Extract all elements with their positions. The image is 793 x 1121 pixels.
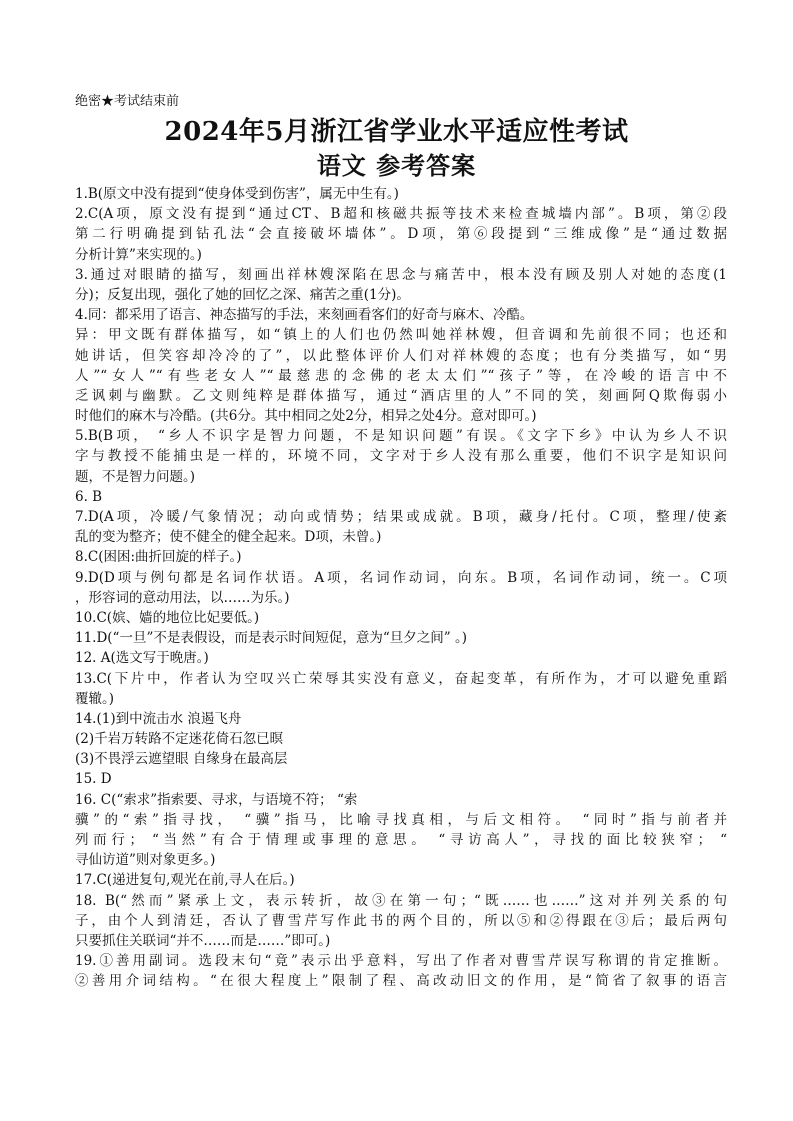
text-line: 题，不是智力问题。) <box>75 468 196 485</box>
text-line: (2)千岩万转路不定迷花倚石忽已暝 <box>75 731 284 748</box>
text-line: 10.C(嫔、嫱的地位比妃要低。) <box>75 609 260 626</box>
text-line: 8.C(困困:曲折回旋的样子。) <box>75 549 242 566</box>
text-line: 14.(1)到中流击水 浪遏飞舟 <box>75 710 242 727</box>
text-line: 12. A(选文写于晚唐。) <box>75 650 209 667</box>
text-line: 时他们的麻木与冷酷。(共6分。其中相同之处2分，相异之处4分。意对即可。) <box>75 408 537 425</box>
text-line: 2.C(A项，原文没有提到“通过CT、B超和核磁共振等技术来检查城墙内部”。B项，第②段 <box>75 206 727 223</box>
text-line: 7.D(A项，冷暖/气象情况；动向或情势；结果或成就。B项，藏身/托付。C项，整理/使紊 <box>75 509 727 525</box>
text-line: 1.B(原文中没有提到“使身体受到伤害”，属无中生有。) <box>75 186 399 202</box>
text-line: 列而行； “当然”有合于情理或事理的意思。 “寻访高人”，寻找的面比较狭窄； “ <box>75 832 727 848</box>
text-line: 乏讽刺与幽默。乙文则纯粹是群体描写，通过“酒店里的人”不同的笑，刻画阿Q欺侮弱小 <box>75 387 727 404</box>
text-line: 寻仙访道”则对象更多。) <box>75 852 216 869</box>
text-line: 11.D(“一旦”不是表假设，而是表示时间短促，意为“旦夕之间” 。) <box>75 630 467 647</box>
text-line: 乱的变为整齐；使不健全的健全起来。D项，未曾。) <box>75 529 382 546</box>
text-line: 分析计算”来实现的。) <box>75 246 202 263</box>
text-line: 6. B <box>75 488 103 505</box>
text-line: 13.C(下片中，作者认为空叹兴亡荣辱其实没有意义，奋起变革，有所作为，才可以避免重蹈 <box>75 670 727 687</box>
text-line: 异：甲文既有群体描写，如“镇上的人们也仍然叫她祥林嫂，但音调和先前很不同；也还和 <box>75 327 727 344</box>
text-line: 18. B(“然而”紧承上文，表示转折，故③在第一句；“既……也……”这对并列关系的句 <box>75 892 727 909</box>
text-line: 分)；反复出现，强化了她的回忆之深、痛苦之重(1分)。 <box>75 286 410 303</box>
text-line: 字与教授不能捕虫是一样的，环境不同，文字对于乡人没有那么重要，他们不识字是知识问 <box>75 448 727 465</box>
confidential-mark: 绝密★考试结束前 <box>75 94 180 109</box>
page-subtitle: 语文 参考答案 <box>316 151 477 180</box>
text-line: 子，由个人到清廷，否认了曹雪芹写作此书的两个目的，所以⑤和②得跟在③后；最后两句 <box>75 912 727 929</box>
answer-body <box>75 184 727 992</box>
text-line: 她讲话，但笑容却冷冷的了”，以此整体评价人们对祥林嫂的态度；也有分类描写，如“男 <box>75 347 727 364</box>
text-line: (3)不畏浮云遮望眼 自缘身在最高层 <box>75 751 288 768</box>
text-line: 16. C(“索求”指索要、寻求，与语境不符； “索 <box>75 791 358 808</box>
text-line: 覆辙。) <box>75 690 115 707</box>
text-line: 17.C(递进复句,观光在前,寻人在后。) <box>75 872 295 889</box>
text-line: 人”“女人”“有些老女人”“最慈悲的念佛的老太太们”“孩子”等，在冷峻的语言中不 <box>75 367 727 384</box>
page-title: 2024年5月浙江省学业水平适应性考试 <box>164 117 629 147</box>
text-line: 只要抓住关联词“并不……而是……”即可。) <box>75 932 331 949</box>
text-line: 9.D(D项与例句都是名词作状语。A项，名词作动词，向东。B项，名词作动词，统一。C项 <box>75 569 727 586</box>
text-line: 第二行明确提到钻孔法“会直接破坏墙体”。D项，第⑥段提到“三维成像”是“通过数据 <box>75 226 727 243</box>
text-line: ②善用介词结构。“在很大程度上”限制了程、高改动旧文的作用，是“简省了叙事的语言 <box>75 973 727 990</box>
text-line: 3.通过对眼睛的描写，刻画出祥林嫂深陷在思念与痛苦中，根本没有顾及别人对她的态度(1 <box>75 266 727 283</box>
text-line: 5.B(B项， “乡人不识字是智力问题，不是知识问题”有误。《文字下乡》中认为乡人不识 <box>75 428 727 445</box>
text-line: 4.同：都采用了语言、神态描写的手法，来刻画看客们的好奇与麻木、冷酷。 <box>75 307 534 324</box>
text-line: 19.①善用副词。选段末句“竟”表示出乎意料，写出了作者对曹雪芹误写称谓的肯定推断。 <box>75 953 727 970</box>
text-line: ，形容词的意动用法，以……为乐。) <box>75 589 290 606</box>
text-line: 骥”的“索”指寻找， “骥”指马，比喻寻找真相，与后文相符。 “同时”指与前者并 <box>75 811 727 828</box>
text-line: 15. D <box>75 771 112 788</box>
